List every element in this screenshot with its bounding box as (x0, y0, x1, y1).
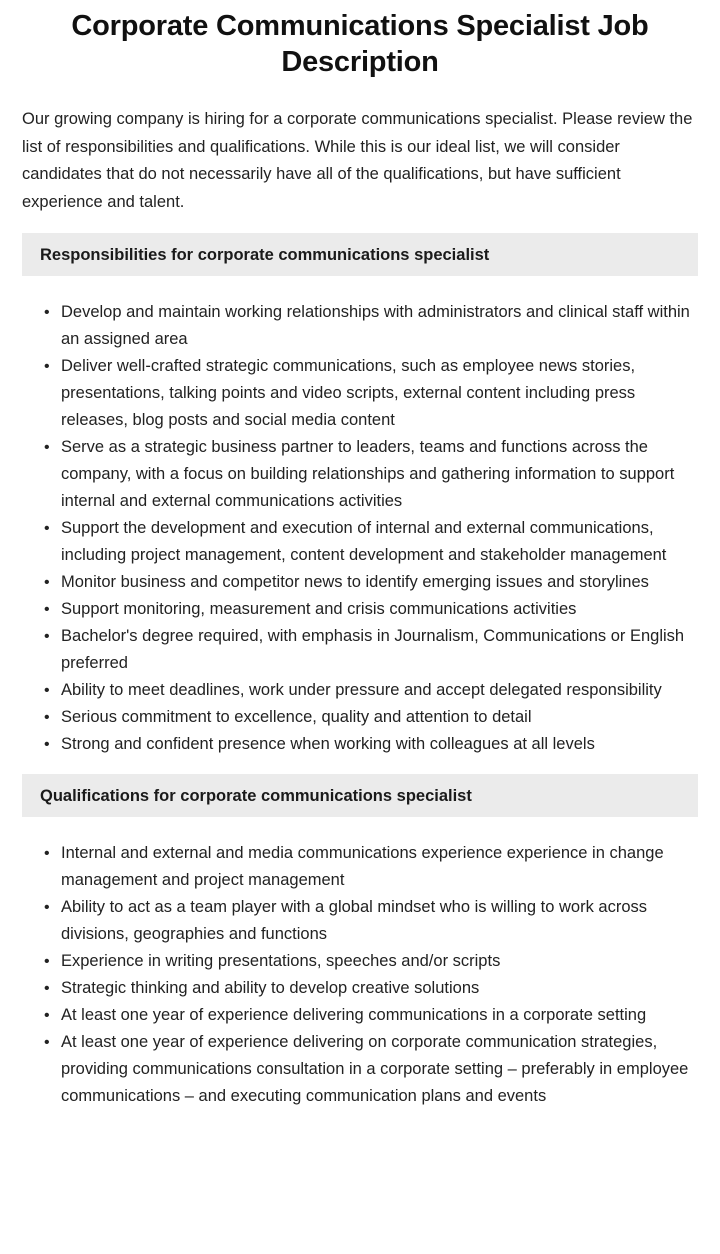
list-item: • Serious commitment to excellence, quality and attention to detail (61, 704, 698, 731)
list-item: • Serve as a strategic business partner to leaders, teams and functions across the company, with a focus on building relationships and gathering information to support internal and external communications activities (61, 434, 698, 515)
list-item: • Develop and maintain working relationships with administrators and clinical staff within an assigned area (61, 299, 698, 353)
responsibilities-section-heading: Responsibilities for corporate communications specialist (22, 233, 698, 276)
intro-paragraph: Our growing company is hiring for a corporate communications specialist. Please review the list of responsibilities and qualifications. While this is our ideal list, we will consider candidates that do not necessarily have all of the qualifications, but have sufficient experience and talent. (22, 110, 693, 211)
qualifications-bullet-list (22, 840, 698, 1110)
qualifications-section-heading: Qualifications for corporate communications specialist (22, 774, 698, 817)
page-title: Corporate Communications Specialist Job Description (71, 10, 649, 78)
section-qualifications (22, 774, 698, 1110)
list-item: • Support monitoring, measurement and crisis communications activities (61, 596, 698, 623)
list-item: • Monitor business and competitor news to identify emerging issues and storylines (61, 569, 698, 596)
list-item: • Strong and confident presence when working with colleagues at all levels (61, 731, 698, 758)
list-item: • Experience in writing presentations, speeches and/or scripts (61, 948, 698, 975)
list-item: • Deliver well-crafted strategic communications, such as employee news stories, presentations, talking points and video scripts, external content including press releases, blog posts and social media content (61, 353, 698, 434)
list-item: • Support the development and execution of internal and external communications, including project management, content development and stakeholder management (61, 515, 698, 569)
list-item: • At least one year of experience delivering on corporate communication strategies, providing communications consultation in a corporate setting – preferably in employee communications – and executing communication plans and events (61, 1029, 698, 1110)
list-item: • At least one year of experience delivering communications in a corporate setting (61, 1002, 698, 1029)
list-item: • Ability to act as a team player with a global mindset who is willing to work across divisions, geographies and functions (61, 894, 698, 948)
list-item: • Bachelor's degree required, with emphasis in Journalism, Communications or English preferred (61, 623, 698, 677)
list-item: • Internal and external and media communications experience experience in change management and project management (61, 840, 698, 894)
list-item: • Strategic thinking and ability to develop creative solutions (61, 975, 698, 1002)
section-responsibilities (22, 233, 698, 758)
responsibilities-bullet-list (22, 299, 698, 758)
list-item: • Ability to meet deadlines, work under pressure and accept delegated responsibility (61, 677, 698, 704)
